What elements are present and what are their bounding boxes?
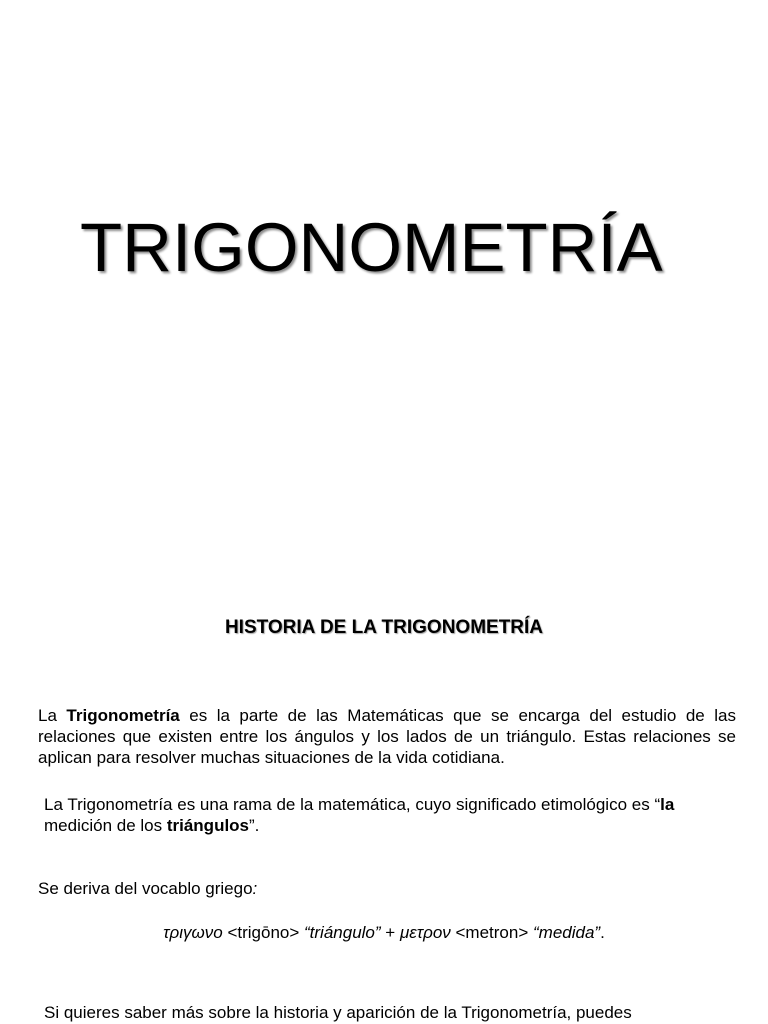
meaning-medida: “medida” bbox=[533, 923, 601, 942]
bold-la: la bbox=[660, 795, 675, 814]
paragraph-etymology bbox=[44, 794, 744, 836]
transliteration-metron: <metron> bbox=[450, 923, 533, 942]
meaning-triangulo: “triángulo” bbox=[304, 923, 381, 942]
greek-etymology-line bbox=[0, 922, 768, 943]
paragraph-greek-intro-text: Se deriva del vocablo griego bbox=[38, 879, 253, 898]
term-trigonometria: Trigonometría bbox=[66, 706, 180, 725]
greek-word-metron: μετρον bbox=[399, 923, 451, 942]
close-quote: ”. bbox=[249, 816, 260, 835]
paragraph-definition bbox=[38, 705, 736, 768]
bold-triangulos: triángulos bbox=[166, 816, 250, 835]
plus-sign: + bbox=[380, 923, 400, 942]
paragraph-definition-prefix: La bbox=[38, 706, 67, 725]
greek-word-trigono: τριγωνο bbox=[163, 923, 223, 942]
paragraph-more-info: Si quieres saber más sobre la historia y aparición de la Trigonometría, puedes bbox=[44, 1003, 632, 1022]
page-title: TRIGONOMETRÍA bbox=[80, 209, 663, 286]
open-quote: “ bbox=[654, 795, 661, 814]
paragraph-etymology-text2: medición de los bbox=[44, 816, 167, 835]
paragraph-greek-intro bbox=[38, 878, 738, 899]
greek-intro-colon: : bbox=[252, 879, 258, 898]
greek-line-end: . bbox=[600, 923, 605, 942]
paragraph-etymology-text1: La Trigonometría es una rama de la matemática, cuyo significado etimológico es bbox=[44, 795, 655, 814]
section-heading: HISTORIA DE LA TRIGONOMETRÍA bbox=[224, 617, 544, 638]
paragraph-definition-text: es la parte de las Matemáticas que se encarga del estudio de las relaciones que existen entre los ángulos y los lados de un triángulo. Estas relaciones se aplican para resolver muchas situaciones de la vida cotidiana. bbox=[38, 706, 736, 767]
transliteration-trigono: <trigōno> bbox=[222, 923, 305, 942]
